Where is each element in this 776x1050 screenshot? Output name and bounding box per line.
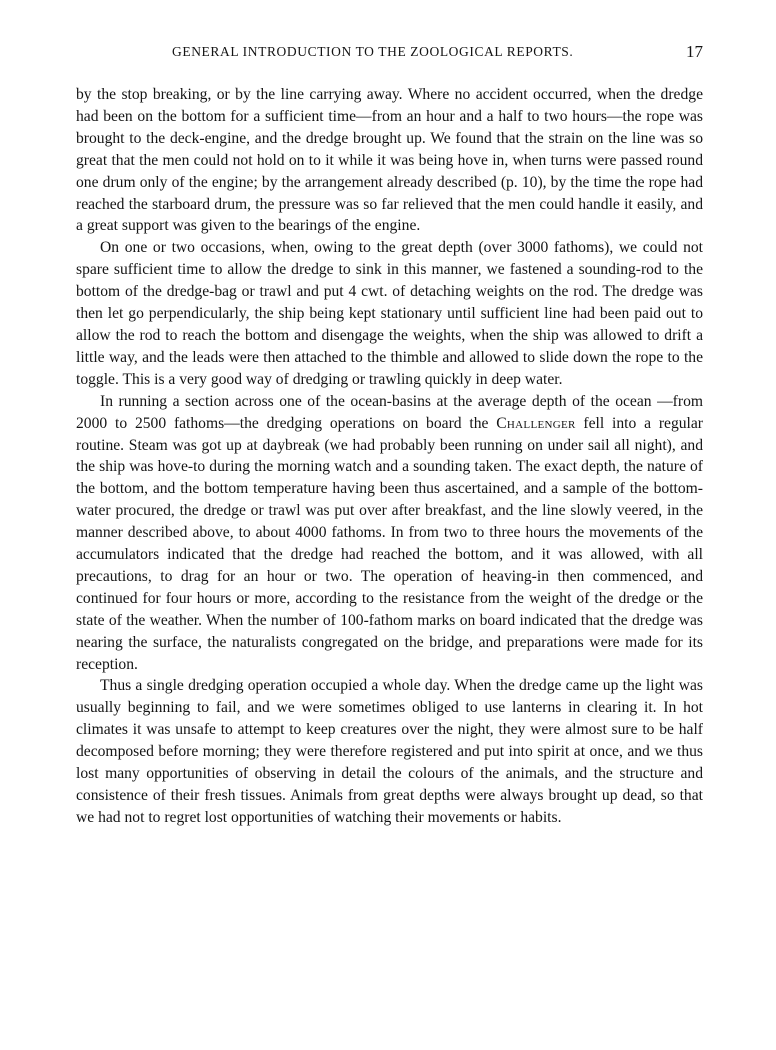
header-title: GENERAL INTRODUCTION TO THE ZOOLOGICAL REPORTS. xyxy=(172,44,574,59)
ship-name: Challenger xyxy=(496,414,576,432)
paragraph-dredging-routine xyxy=(76,391,703,676)
body-text xyxy=(76,84,703,829)
paragraph-continuation: by the stop breaking, or by the line carrying away. Where no accident occurred, when the dredge had been on the bottom for a sufficient time—from an hour and a half to two hours—the rope was brought to the deck-engine, and the dredge brought up. We found that the strain on the line was so great that the men could not hold on to it while it was being hove in, when turns were passed round one drum only of the engine; by the arrangement already described (p. 10), by the time the rope had reached the starboard drum, the pressure was so far relieved that the men could handle it easily, and a great support was given to the bearings of the engine. xyxy=(76,86,703,235)
paragraph-whole-day: Thus a single dredging operation occupied a whole day. When the dredge came up the light was usually beginning to fail, and we were sometimes obliged to use lanterns in clearing it. In hot climates it was unsafe to attempt to keep creatures over the night, they were almost sure to be half decomposed before morning; they were therefore registered and put into spirit at once, and we thus lost many opportunities of observing in detail the colours of the animals, and the structure and consistence of their fresh tissues. Animals from great depths were always brought up dead, so that we had not to regret lost opportunities of watching their movements or habits. xyxy=(76,677,703,826)
running-header xyxy=(76,44,703,68)
document-page xyxy=(76,44,703,829)
page-number: 17 xyxy=(686,42,703,61)
paragraph-sounding-rod: On one or two occasions, when, owing to the great depth (over 3000 fathoms), we could not spare sufficient time to allow the dredge to sink in this manner, we fastened a sounding-rod to the bottom of the dredge-bag or trawl and put 4 cwt. of detaching weights on the rod. The dredge was then let go perpendicularly, the ship being kept stationary until sufficient line had been paid out to allow the rod to reach the bottom and disengage the weights, when the ship was allowed to drift a little way, and the leads were then attached to the thimble and allowed to slide down the rope to the toggle. This is a very good way of dredging or trawling quickly in deep water. xyxy=(76,239,703,388)
paragraph-text-after: fell into a regular routine. Steam was got up at daybreak (we had probably been running on under sail all night), and the ship was hove-to during the morning watch and a sounding taken. The exact depth, the nature of the bottom, and the bottom temperature having been thus ascertained, and a sample of the bottom-water procured, the dredge or trawl was put over after breakfast, and the line slowly veered, in the manner described above, to about 4000 fathoms. In from two to three hours the movements of the accumulators indicated that the dredge had reached the bottom, and it was allowed, with all precautions, to drag for an hour or two. The operation of heaving-in then commenced, and continued for four hours or more, according to the resistance from the weight of the dredge or the state of the weather. When the number of 100-fathom marks on board indicated that the dredge was nearing the surface, the naturalists congregated on the bridge, and preparations were made for its reception. xyxy=(76,414,703,673)
paragraph-text-before: In running a section across one of the ocean-basins at the average depth of the ocean —from 2000 to 2500 fathoms—the dredging operations on board the xyxy=(76,392,703,432)
